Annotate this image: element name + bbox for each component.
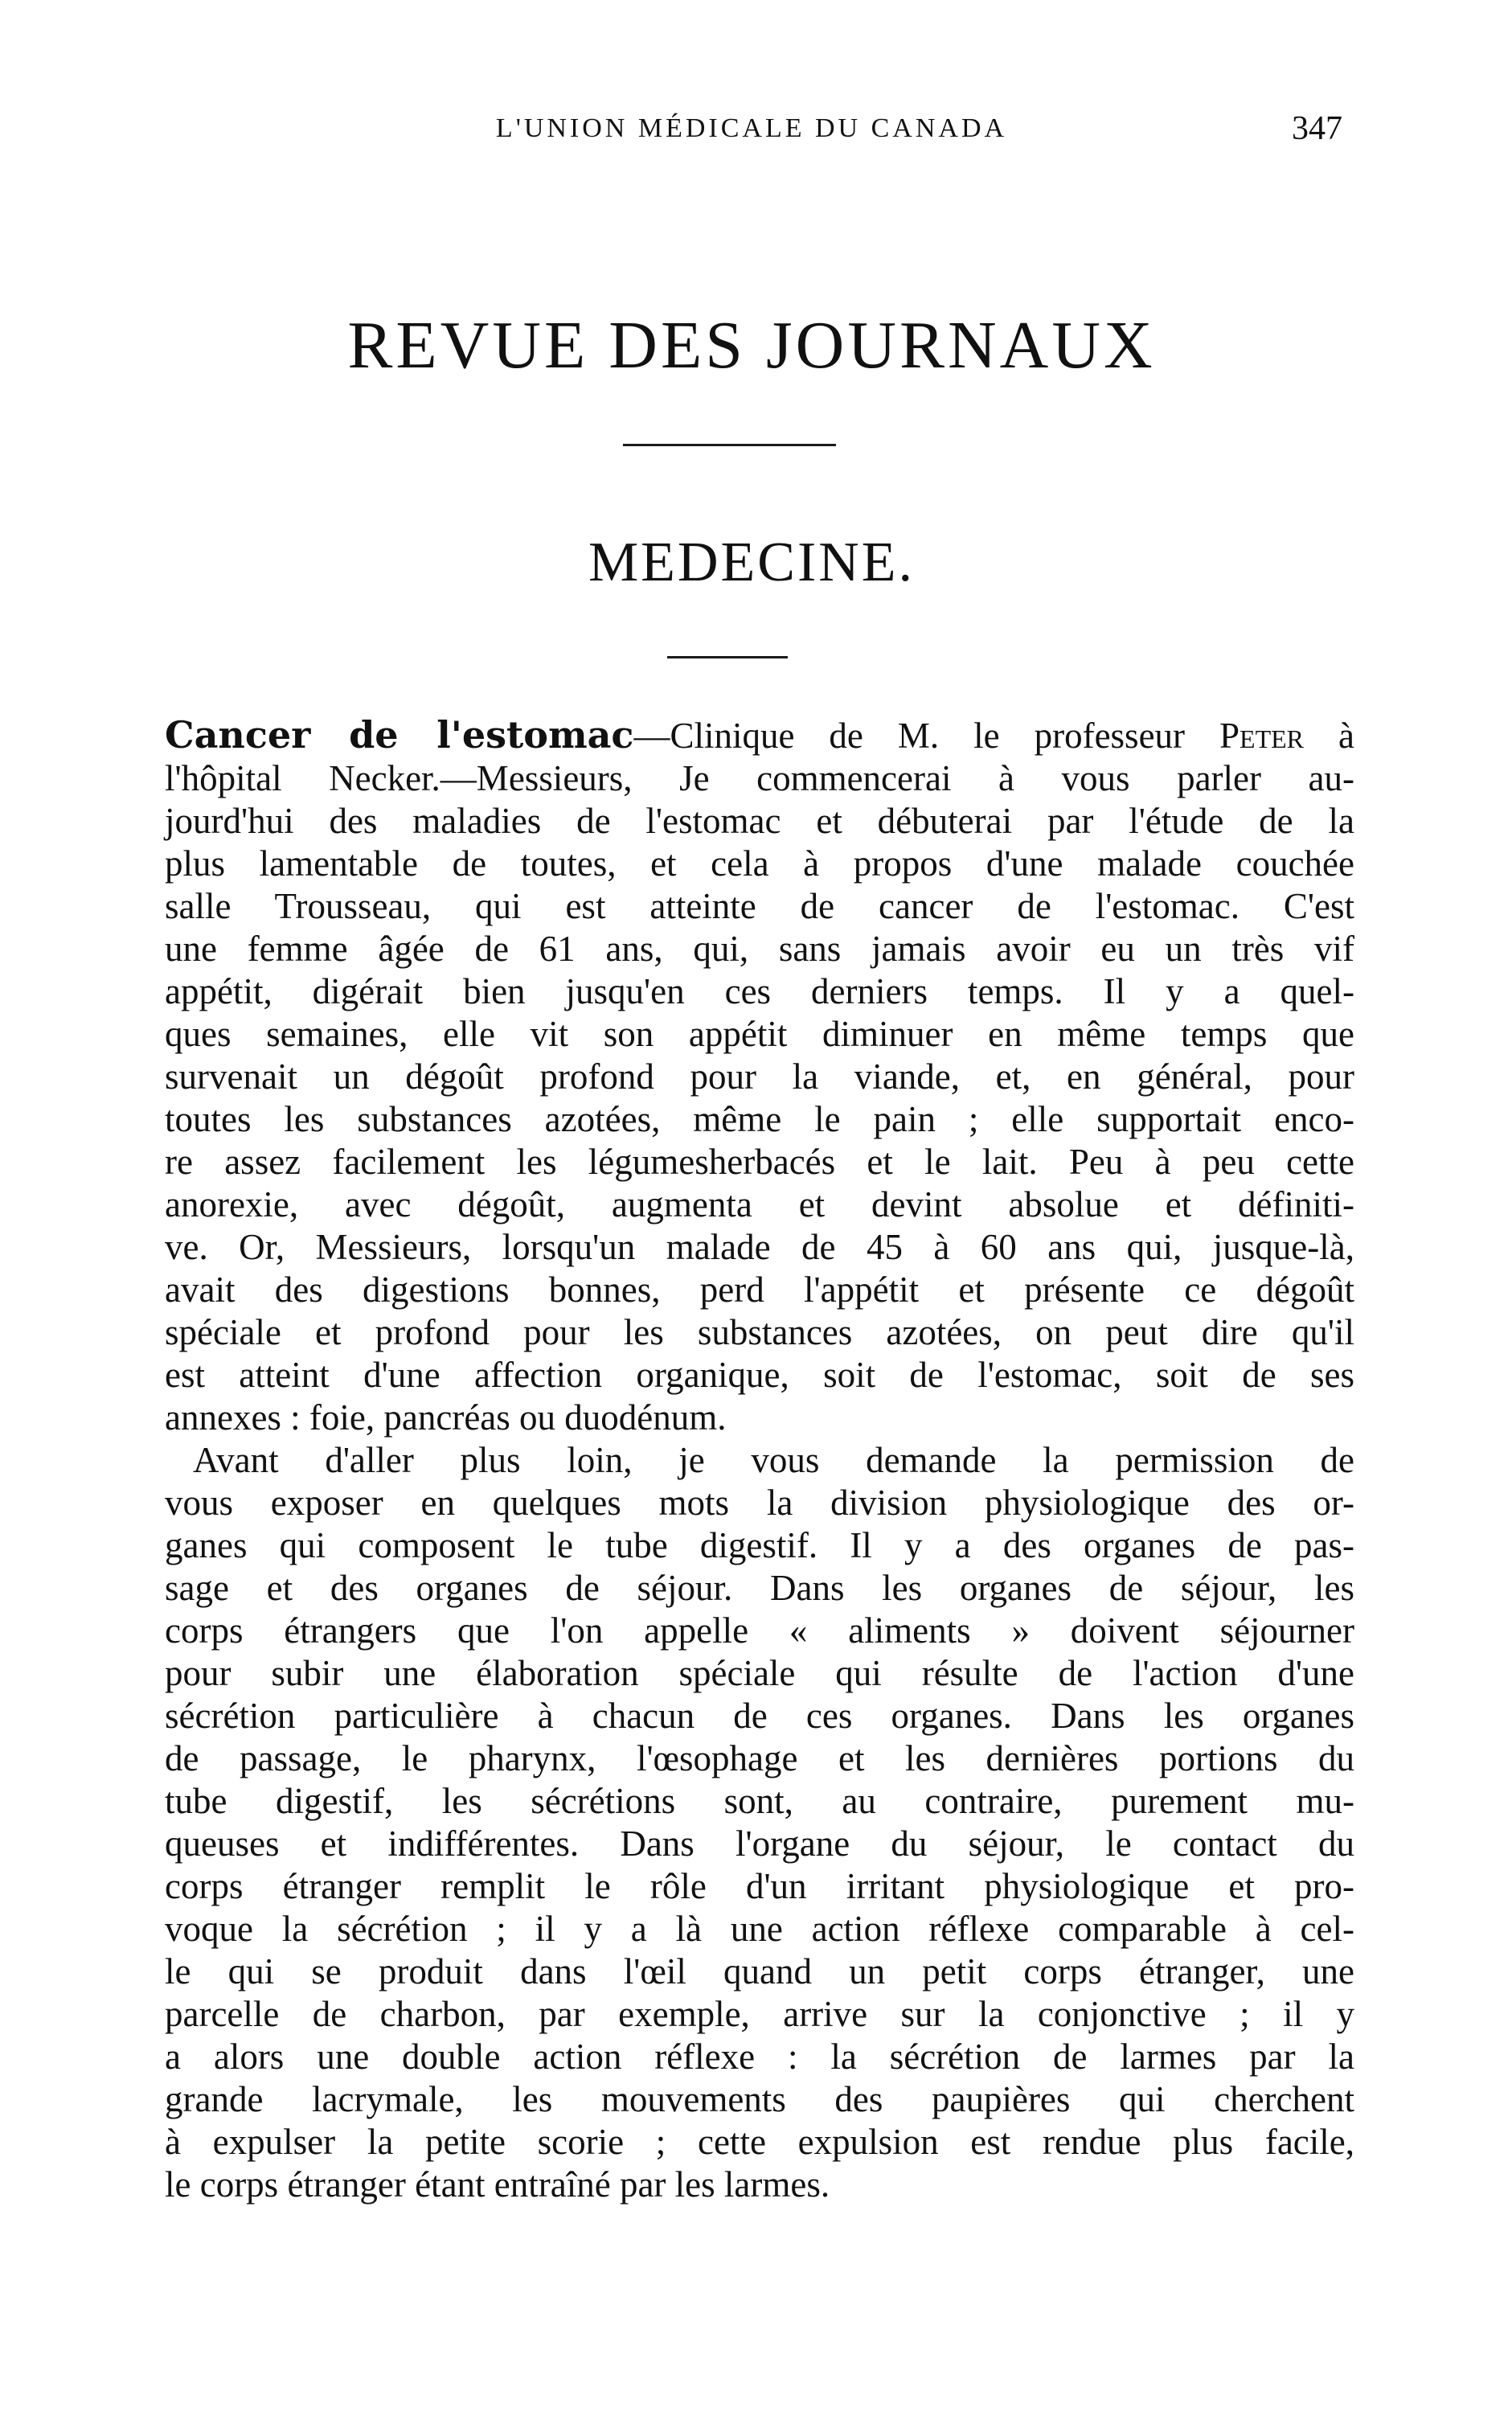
paragraph-1 xyxy=(165,757,1354,1439)
subsection-title: MEDECINE. xyxy=(588,531,916,593)
text-line: sage et des organes de séjour. Dans les organes de séjour, les xyxy=(165,1568,1354,1608)
text-line: ganes qui composent le tube digestif. Il y a des organes de pas- xyxy=(165,1525,1354,1565)
text-line: queuses et indifférentes. Dans l'organe du séjour, le contact du xyxy=(165,1823,1354,1864)
text-line: sécrétion particulière à chacun de ces organes. Dans les organes xyxy=(165,1696,1354,1736)
text-line: annexes : foie, pancréas ou duodénum. xyxy=(165,1397,727,1438)
text-line: le corps étranger étant entraîné par les larmes. xyxy=(165,2164,830,2205)
article-body xyxy=(165,714,1354,2206)
text-line: avait des digestions bonnes, perd l'appétit et présente ce dégoût xyxy=(165,1270,1354,1310)
text-line: corps étrangers que l'on appelle « aliments » doivent séjourner xyxy=(165,1610,1354,1651)
text-line: ques semaines, elle vit son appétit diminuer en même temps que xyxy=(165,1014,1354,1054)
section-title: REVUE DES JOURNAUX xyxy=(347,308,1156,383)
text-line: de passage, le pharynx, l'œsophage et les dernières portions du xyxy=(165,1738,1354,1778)
article-intro-tail: à xyxy=(1304,716,1354,756)
text-line: re assez facilement les légumesherbacés et le lait. Peu à peu cette xyxy=(165,1142,1354,1182)
text-line: jourd'hui des maladies de l'estomac et débuterai par l'étude de la xyxy=(165,801,1354,841)
text-line: le qui se produit dans l'œil quand un petit corps étranger, une xyxy=(165,1951,1354,1992)
subsection-divider-rule xyxy=(667,656,788,658)
text-line: plus lamentable de toutes, et cela à propos d'une malade couchée xyxy=(165,843,1354,884)
text-line: à expulser la petite scorie ; cette expulsion est rendue plus facile, xyxy=(165,2122,1354,2162)
text-line: vous exposer en quelques mots la division physiologique des or- xyxy=(165,1483,1354,1523)
article-intro-lead: —Clinique de M. le professeur xyxy=(633,716,1220,756)
professor-name: Peter xyxy=(1219,716,1305,756)
text-line: anorexie, avec dégoût, augmenta et devint absolue et définiti- xyxy=(165,1184,1354,1224)
text-line: grande lacrymale, les mouvements des paupières qui cherchent xyxy=(165,2079,1354,2119)
text-line: a alors une double action réflexe : la sécrétion de larmes par la xyxy=(165,2037,1354,2077)
text-line: appétit, digérait bien jusqu'en ces derniers temps. Il y a quel- xyxy=(165,971,1354,1011)
running-head xyxy=(161,105,1342,153)
text-line: toutes les substances azotées, même le pain ; elle supportait enco- xyxy=(165,1099,1354,1139)
text-line: pour subir une élaboration spéciale qui résulte de l'action d'une xyxy=(165,1653,1354,1693)
text-line: survenait un dégoût profond pour la viande, et, en général, pour xyxy=(165,1056,1354,1097)
text-line: une femme âgée de 61 ans, qui, sans jamais avoir eu un très vif xyxy=(165,929,1354,969)
text-line: parcelle de charbon, par exemple, arrive sur la conjonctive ; il y xyxy=(165,1994,1354,2034)
text-line: tube digestif, les sécrétions sont, au contraire, purement mu- xyxy=(165,1781,1354,1821)
article-title: Cancer de l'estomac xyxy=(165,713,634,757)
text-line: salle Trousseau, qui est atteinte de cancer de l'estomac. C'est xyxy=(165,886,1354,926)
journal-name: L'UNION MÉDICALE DU CANADA xyxy=(495,113,1008,143)
text-line: l'hôpital Necker.—Messieurs, Je commencerai à vous parler au- xyxy=(165,758,1354,798)
text-line: corps étranger remplit le rôle d'un irritant physiologique et pro- xyxy=(165,1866,1354,1906)
page-number: 347 xyxy=(1292,110,1342,147)
title-divider-rule xyxy=(623,444,836,446)
text-line: ve. Or, Messieurs, lorsqu'un malade de 45 à 60 ans qui, jusque-là, xyxy=(165,1227,1354,1267)
text-line: spéciale et profond pour les substances azotées, on peut dire qu'il xyxy=(165,1312,1354,1352)
text-line: Avant d'aller plus loin, je vous demande la permission de xyxy=(193,1440,1354,1480)
paragraph-2 xyxy=(165,1439,1354,2206)
article-first-line xyxy=(165,714,1354,757)
text-line: voque la sécrétion ; il y a là une action réflexe comparable à cel- xyxy=(165,1909,1354,1949)
text-line: est atteint d'une affection organique, soit de l'estomac, soit de ses xyxy=(165,1355,1354,1395)
